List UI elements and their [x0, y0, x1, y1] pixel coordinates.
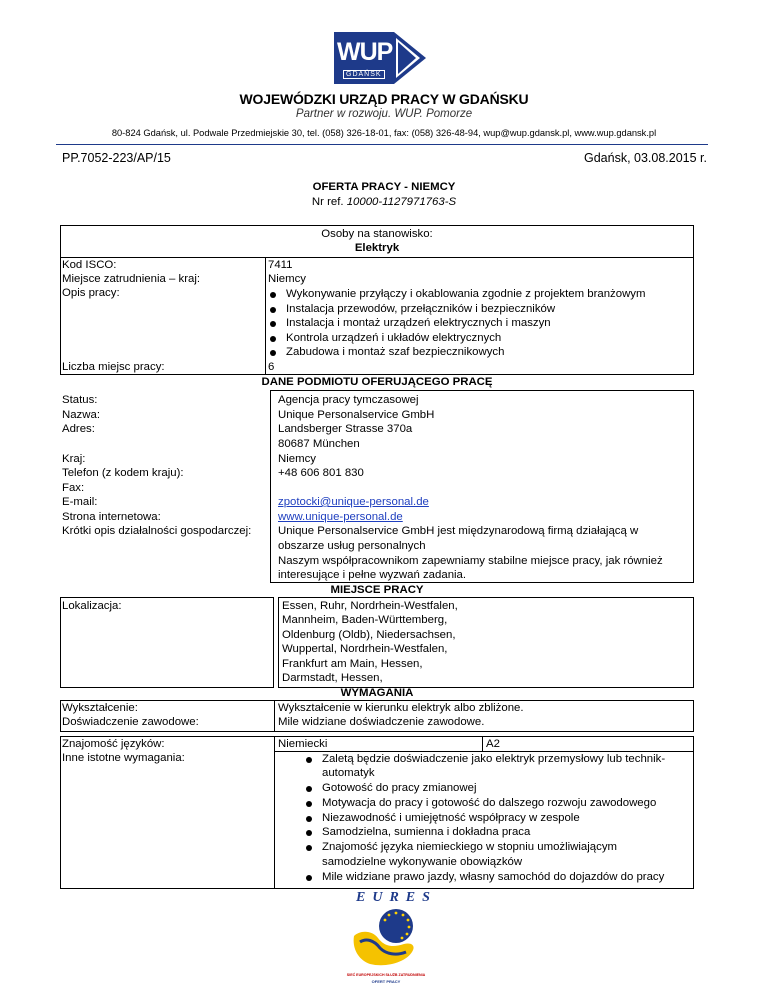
education-label: Wykształcenie:	[62, 702, 138, 714]
language-name: Niemiecki	[278, 738, 328, 750]
bullet-icon	[270, 336, 276, 342]
experience-label: Doświadczenie zawodowe:	[62, 716, 199, 728]
languages-label: Znajomość języków:	[62, 738, 165, 750]
logo-text: WUP	[337, 38, 393, 66]
bullet-icon	[306, 845, 312, 851]
offer-ref	[0, 195, 768, 210]
header-rule	[56, 144, 708, 145]
location-line: Frankfurt am Main, Hessen,	[282, 658, 423, 670]
eures-subtagline: OFERT PRACY	[371, 979, 401, 984]
email-label: E-mail:	[62, 496, 98, 508]
location-label: Lokalizacja:	[62, 600, 122, 612]
address-line2: 80687 München	[278, 438, 360, 450]
wup-logo	[334, 32, 426, 84]
position-name: Elektryk	[354, 242, 400, 254]
employer-country-value: Niemcy	[278, 453, 316, 465]
offer-title: OFERTA PRACY - NIEMCY	[312, 181, 456, 193]
offer-ref-label: Nr ref.	[311, 196, 344, 208]
address-line1: Landsberger Strasse 370a	[278, 423, 413, 435]
location-line: Mannheim, Baden-Württemberg,	[282, 614, 448, 626]
email-link-text[interactable]: zpotocki@unique-personal.de	[278, 496, 429, 508]
bullet-icon	[270, 292, 276, 298]
bullet-icon	[306, 875, 312, 881]
requirement-item-continuation: automatyk	[322, 767, 375, 779]
employer-name-value: Unique Personalservice GmbH	[278, 409, 435, 421]
bullet-icon	[306, 830, 312, 836]
phone-label: Telefon (z kodem kraju):	[62, 467, 184, 479]
eures-wordmark: EURES	[356, 890, 437, 905]
bullet-icon	[270, 307, 276, 313]
education-value: Wykształcenie w kierunku elektryk albo zbliżone.	[278, 702, 524, 714]
country-value: Niemcy	[268, 273, 306, 285]
eures-hand-icon	[350, 908, 424, 970]
phone-value: +48 606 801 830	[278, 467, 364, 479]
offer-ref-value: 10000-1127971763-S	[346, 196, 457, 208]
logo-subtext: GDAŃSK	[343, 70, 385, 79]
document-date: Gdańsk, 03.08.2015 r.	[583, 151, 707, 165]
eures-logo	[344, 890, 437, 992]
bullet-icon	[306, 801, 312, 807]
status-value: Agencja pracy tymczasowej	[278, 394, 419, 406]
website-link-text[interactable]: www.unique-personal.de	[278, 511, 403, 523]
fax-label: Fax:	[62, 482, 85, 494]
email-link[interactable]	[278, 495, 429, 510]
location-line: Wuppertal, Nordrhein-Westfalen,	[282, 643, 448, 655]
bullet-icon	[306, 757, 312, 763]
activity-line: Naszym współpracownikom zapewniamy stabilne miejsce pracy, jak również	[278, 555, 663, 567]
bullet-icon	[306, 786, 312, 792]
org-name: WOJEWÓDZKI URZĄD PRACY W GDAŃSKU	[239, 91, 529, 107]
location-line: Darmstadt, Hessen,	[282, 672, 383, 684]
activity-label: Krótki opis działalności gospodarczej:	[62, 525, 252, 537]
requirements-divider	[274, 700, 275, 732]
status-label: Status:	[62, 394, 98, 406]
location-line: Oldenburg (Oldb), Niedersachsen,	[282, 629, 456, 641]
country-label: Miejsce zatrudnienia – kraj:	[62, 273, 201, 285]
employer-country-label: Kraj:	[62, 453, 86, 465]
isco-label: Kod ISCO:	[62, 259, 117, 271]
activity-line: interesujące i pełne wyzwań zadania.	[278, 569, 467, 581]
bullet-icon	[270, 350, 276, 356]
language-level-divider	[482, 736, 483, 751]
job-description-label: Opis pracy:	[62, 287, 120, 299]
places-label: Liczba miejsc pracy:	[62, 361, 165, 373]
requirement-item-continuation: samodzielne wykonywanie obowiązków	[322, 856, 523, 868]
places-value: 6	[268, 361, 275, 373]
address-label: Adres:	[62, 423, 95, 435]
contact-line: 80-824 Gdańsk, ul. Podwale Przedmiejskie 30, tel. (058) 326-18-01, fax: (058) 326-48-94, wup@wup.gdansk.pl, www.wup.gdansk.pl	[111, 128, 657, 138]
employer-name-label: Nazwa:	[62, 409, 100, 421]
eures-tagline: SIEĆ EUROPEJSKICH SŁUŻB ZATRUDNIENIA	[346, 973, 426, 977]
website-link[interactable]	[278, 510, 403, 525]
employer-section-title: DANE PODMIOTU OFERUJĄCEGO PRACĘ	[261, 376, 493, 388]
requirements-section-title: WYMAGANIA	[340, 687, 414, 699]
experience-value: Mile widziane doświadczenie zawodowe.	[278, 716, 485, 728]
location-section-title: MIEJSCE PRACY	[330, 584, 424, 596]
location-line: Essen, Ruhr, Nordrhein-Westfalen,	[282, 600, 458, 612]
job-divider	[265, 257, 266, 375]
position-intro: Osoby na stanowisko:	[321, 228, 433, 240]
reference-number: PP.7052-223/AP/15	[62, 151, 171, 165]
activity-line: obszarze usług personalnych	[278, 540, 426, 552]
org-slogan: Partner w rozwoju. WUP. Pomorze	[295, 108, 473, 120]
activity-line: Unique Personalservice GmbH jest międzynarodową firmą działającą w	[278, 525, 639, 537]
other-requirements-label: Inne istotne wymagania:	[62, 752, 185, 764]
bullet-icon	[270, 321, 276, 327]
website-label: Strona internetowa:	[62, 511, 161, 523]
language-level: A2	[486, 738, 500, 750]
skills-divider	[274, 736, 275, 889]
bullet-icon	[306, 816, 312, 822]
isco-value: 7411	[268, 259, 293, 271]
